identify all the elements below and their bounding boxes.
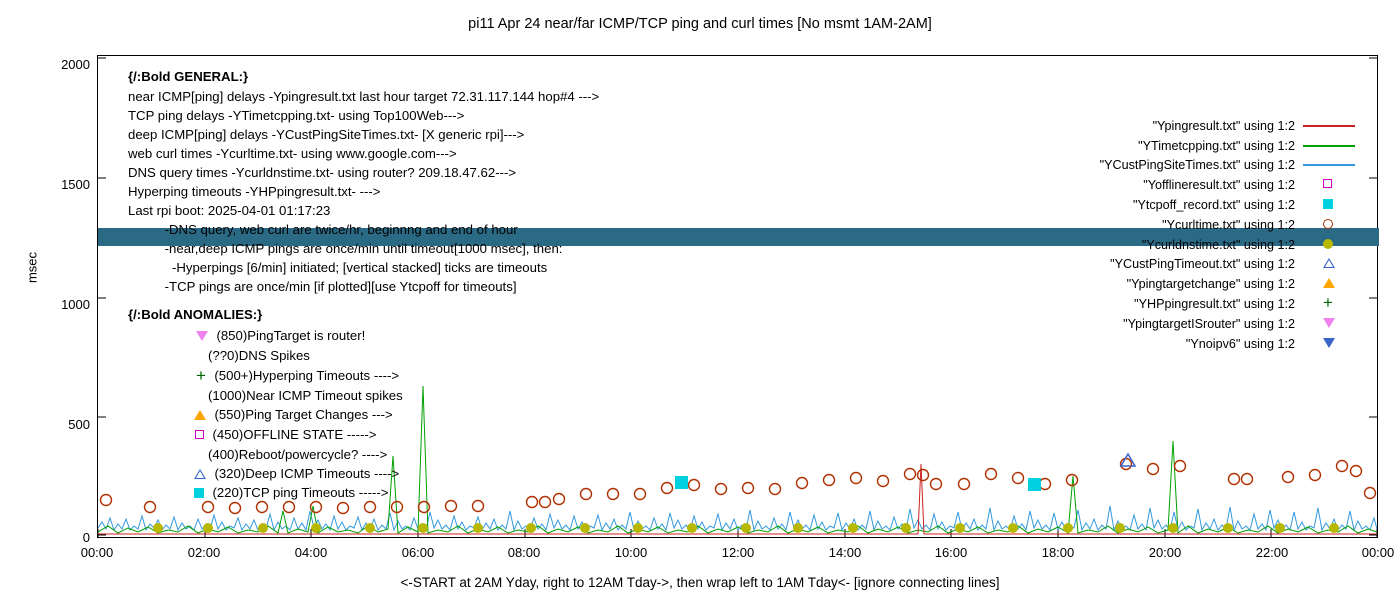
legend-label-5: "Ycurltime.txt" using 1:2 [1162,217,1295,232]
legend [990,116,1355,354]
legend-symbol-1 [1303,137,1355,155]
triangle-up-open-icon [1323,258,1335,268]
annotation-line-7: -DNS query, web curl are twice/hr, beginnng and end of hour [128,222,518,237]
x-tick-6: 12:00 [721,545,755,560]
anomaly-text-0: (850)PingTarget is router! [216,328,366,343]
plot-area [97,55,1378,538]
annotation-general-header: {/:Bold GENERAL:} [128,69,249,84]
triangle-up-open-icon [194,469,206,479]
circle-open-icon [1323,219,1333,229]
x-tick-10: 20:00 [1148,545,1182,560]
legend-symbol-11 [1303,335,1355,353]
legend-label-11: "Ynoipv6" using 1:2 [1185,336,1295,351]
annotation-anomalies-header: {/:Bold ANOMALIES:} [128,307,263,322]
plus-icon: + [1323,293,1333,313]
legend-label-2: "YCustPingSiteTimes.txt" using 1:2 [1099,158,1295,173]
legend-label-6: "Ycurldnstime.txt" using 1:2 [1141,237,1295,252]
legend-label-4: "Ytcpoff_record.txt" using 1:2 [1132,198,1295,213]
circle-filled-icon [1323,239,1333,249]
anomaly-row-5 [195,425,535,441]
legend-symbol-2 [1303,156,1355,174]
legend-label-10: "YpingtargetISrouter" using 1:2 [1123,316,1295,331]
legend-symbol-5 [1303,216,1355,234]
anomaly-text-2: (500+)Hyperping Timeouts ----> [214,368,400,383]
anomaly-row-0 [196,326,496,342]
y-tick-2000: 2000 [61,57,90,72]
x-tick-3: 06:00 [401,545,435,560]
legend-symbol-9 [1303,295,1355,313]
x-tick-0: 00:00 [80,545,114,560]
square-open-icon [195,430,204,439]
annotation-line-6: Last rpi boot: 2025-04-01 01:17:23 [128,203,331,218]
annotation-line-2: deep ICMP[ping] delays -YCustPingSiteTimes.txt- [X generic rpi]---> [128,127,525,142]
legend-item-8 [990,274,1355,294]
legend-symbol-3 [1303,176,1355,194]
anomaly-row-3 [208,386,548,402]
legend-item-4 [990,195,1355,215]
triangle-down-blue-icon [1323,338,1335,348]
legend-item-1 [990,136,1355,156]
triangle-down-pink-icon [1323,318,1335,328]
anomaly-text-7: (320)Deep ICMP Timeouts ----> [214,466,400,481]
legend-symbol-6 [1303,236,1355,254]
legend-item-10 [990,314,1355,334]
anomaly-row-4 [194,405,534,421]
x-tick-5: 10:00 [614,545,648,560]
anomaly-row-6 [208,445,548,461]
legend-label-8: "Ypingtargetchange" using 1:2 [1126,277,1295,292]
legend-item-3 [990,175,1355,195]
triangle-up-filled-icon [1323,278,1335,288]
anomaly-row-1 [208,346,508,362]
legend-symbol-8 [1303,275,1355,293]
anomaly-row-2 [196,365,536,385]
anomaly-text-4: (550)Ping Target Changes ---> [214,407,393,422]
square-filled-icon [1323,199,1333,209]
anomaly-text-5: (450)OFFLINE STATE -----> [212,427,377,442]
x-tick-9: 18:00 [1041,545,1075,560]
x-axis-caption: <-START at 2AM Yday, right to 12AM Tday->, then wrap left to 1AM Tday<- [ignore connecting lines] [400,575,1000,590]
legend-item-2 [990,156,1355,176]
y-tick-0: 0 [82,530,90,545]
legend-symbol-4 [1303,196,1355,214]
x-tick-1: 02:00 [187,545,221,560]
x-tick-7: 14:00 [828,545,862,560]
legend-label-9: "YHPpingresult.txt" using 1:2 [1134,297,1295,312]
square-open-icon [1323,179,1332,188]
anomaly-text-6: (400)Reboot/powercycle? ----> [208,447,388,462]
x-tick-8: 16:00 [934,545,968,560]
anomaly-text-1: (??0)DNS Spikes [208,348,310,363]
annotation-line-8: -near,deep ICMP pings are once/min until timeout[1000 msec], then: [128,241,563,256]
legend-symbol-10 [1303,315,1355,333]
annotation-line-4: DNS query times -Ycurldnstime.txt- using router? 209.18.47.62---> [128,165,517,180]
chart-title: pi11 Apr 24 near/far ICMP/TCP ping and curl times [No msmt 1AM-2AM] [468,16,932,32]
anomaly-row-8 [194,483,534,499]
triangle-up-filled-icon [194,410,206,420]
legend-item-9 [990,294,1355,314]
legend-symbol-7 [1303,255,1355,273]
anomaly-row-7 [194,464,534,480]
legend-item-7 [990,255,1355,275]
x-tick-12: 00:00 [1361,545,1395,560]
legend-label-0: "Ypingresult.txt" using 1:2 [1152,118,1295,133]
annotation-line-0: near ICMP[ping] delays -Ypingresult.txt last hour target 72.31.117.144 hop#4 ---> [128,89,600,104]
anomaly-text-3: (1000)Near ICMP Timeout spikes [208,388,403,403]
annotation-line-5: Hyperping timeouts -YHPpingresult.txt- ---> [128,184,381,199]
legend-item-0 [990,116,1355,136]
y-tick-1000: 1000 [61,297,90,312]
y-tick-1500: 1500 [61,177,90,192]
annotation-line-10: -TCP pings are once/min [if plotted][use Ytcpoff for timeouts] [128,279,517,294]
annotation-line-3: web curl times -Ycurltime.txt- using www.google.com---> [128,146,457,161]
y-axis-label: msec [24,251,40,284]
y-tick-500: 500 [68,417,90,432]
plus-icon: + [196,365,206,385]
annotation-line-1: TCP ping delays -YTimetcpping.txt- using Top100Web---> [128,108,465,123]
x-tick-2: 04:00 [294,545,328,560]
legend-item-5 [990,215,1355,235]
annotation-line-9: -Hyperpings [6/min] initiated; [vertical stacked] ticks are timeouts [128,260,548,275]
x-tick-11: 22:00 [1255,545,1289,560]
triangle-down-pink-icon [196,331,208,341]
x-tick-4: 08:00 [507,545,541,560]
anomaly-text-8: (220)TCP ping Timeouts -----> [212,485,389,500]
legend-label-7: "YCustPingTimeout.txt" using 1:2 [1110,257,1295,272]
legend-label-1: "YTimetcpping.txt" using 1:2 [1138,138,1295,153]
square-filled-icon [194,488,204,498]
legend-label-3: "Yofflineresult.txt" using 1:2 [1143,178,1295,193]
legend-item-6 [990,235,1355,255]
legend-item-11 [990,334,1355,354]
legend-symbol-0 [1303,117,1355,135]
